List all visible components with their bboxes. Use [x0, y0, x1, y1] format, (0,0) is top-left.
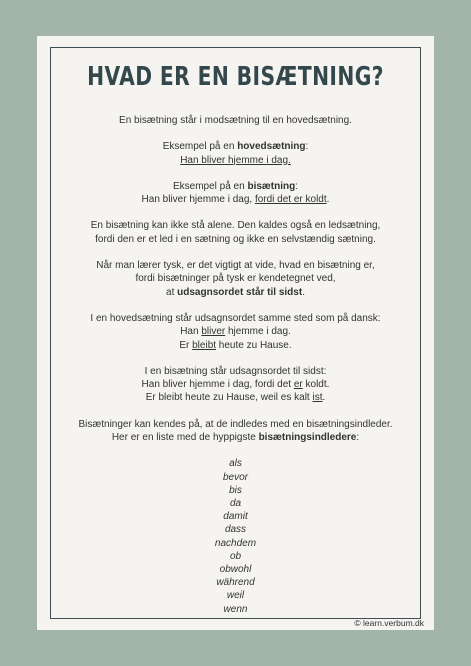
keyword: bisætning	[247, 180, 296, 192]
text-line: Når man lærer tysk, er det vigtigt at vide, hvad en bisætning er,	[96, 260, 375, 272]
explanation-paragraph	[37, 219, 434, 246]
underlined-verb: bliver	[201, 326, 226, 338]
intro-text: En bisætning står i modsætning til en hovedsætning.	[119, 115, 352, 126]
text-line	[37, 378, 434, 391]
text: Han bliver hjemme i dag,	[141, 194, 255, 206]
german-rule-paragraph	[37, 259, 434, 299]
text-line: En bisætning kan ikke stå alene. Den kaldes også en ledsætning,	[90, 220, 381, 232]
text-line	[37, 325, 434, 338]
text: .	[302, 286, 305, 298]
list-item: als	[229, 458, 242, 470]
text-line	[37, 339, 434, 352]
list-item: während	[216, 577, 255, 589]
text: hjemme i dag.	[225, 326, 291, 338]
underlined-verb: bleibt	[192, 339, 217, 351]
text: Han	[180, 326, 202, 338]
text-line: fordi bisætninger på tysk er kendetegnet ved,	[135, 273, 336, 285]
underlined-verb: er	[293, 379, 303, 391]
text-line	[37, 431, 434, 444]
list-item: nachdem	[214, 537, 257, 549]
text-line	[37, 391, 434, 404]
list-item: dass	[224, 524, 247, 536]
copyright-credit: © learn.verbum.dk	[354, 618, 424, 628]
main-clause-example	[37, 140, 434, 167]
text: Er bleibt heute zu Hause, weil es kalt	[145, 392, 313, 404]
example-heading	[37, 140, 434, 153]
text: Her er en liste med de hyppigste	[111, 432, 259, 444]
list-item: obwohl	[219, 563, 252, 575]
text-line: I en bisætning står udsagnsordet til sidst:	[144, 365, 327, 377]
text-line: Bisætninger kan kendes på, at de indledes med en bisætningsindleder.	[78, 418, 393, 430]
page-title: HVAD ER EN BISÆTNING?	[87, 62, 384, 92]
list-item: weil	[226, 590, 245, 602]
text-line: fordi den er et led i en sætning og ikke en selvstændig sætning.	[95, 233, 376, 245]
list-item: bis	[229, 484, 242, 496]
list-item: damit	[223, 511, 248, 523]
text: koldt.	[302, 379, 330, 391]
text: Eksempel på en	[172, 180, 248, 192]
text: Eksempel på en	[162, 141, 238, 153]
main-clause-rule	[37, 312, 434, 352]
text-line: I en hovedsætning står udsagnsordet samme sted som på dansk:	[90, 312, 381, 324]
keyword: udsagnsordet står til sidst	[177, 286, 303, 298]
text: Han bliver hjemme i dag, fordi det	[141, 379, 294, 391]
list-item: ob	[229, 550, 242, 562]
keyword: hovedsætning	[237, 141, 306, 153]
content	[37, 114, 434, 616]
sub-clause-example	[37, 180, 434, 207]
list-item: wenn	[223, 603, 248, 615]
text-line	[37, 286, 434, 299]
example-sentence: Han bliver hjemme i dag.	[180, 154, 291, 166]
intro-paragraph	[37, 114, 434, 127]
underlined-clause: fordi det er koldt	[254, 194, 327, 206]
text: heute zu Hause.	[216, 339, 292, 351]
keyword: bisætningsindledere	[258, 432, 357, 444]
example-sentence	[37, 193, 434, 206]
sub-clause-rule	[37, 365, 434, 405]
list-item: da	[229, 497, 242, 509]
example-heading	[37, 180, 434, 193]
worksheet	[37, 36, 434, 630]
conjunction-list	[37, 457, 434, 615]
text: .	[326, 194, 330, 206]
text: :	[356, 432, 360, 444]
list-item: bevor	[222, 471, 248, 483]
text: .	[322, 392, 326, 404]
text: :	[305, 141, 309, 153]
conjunction-intro	[37, 418, 434, 445]
text: Er	[179, 339, 193, 351]
text: at	[166, 286, 178, 298]
underlined-verb: ist	[312, 392, 323, 404]
text: :	[295, 180, 299, 192]
